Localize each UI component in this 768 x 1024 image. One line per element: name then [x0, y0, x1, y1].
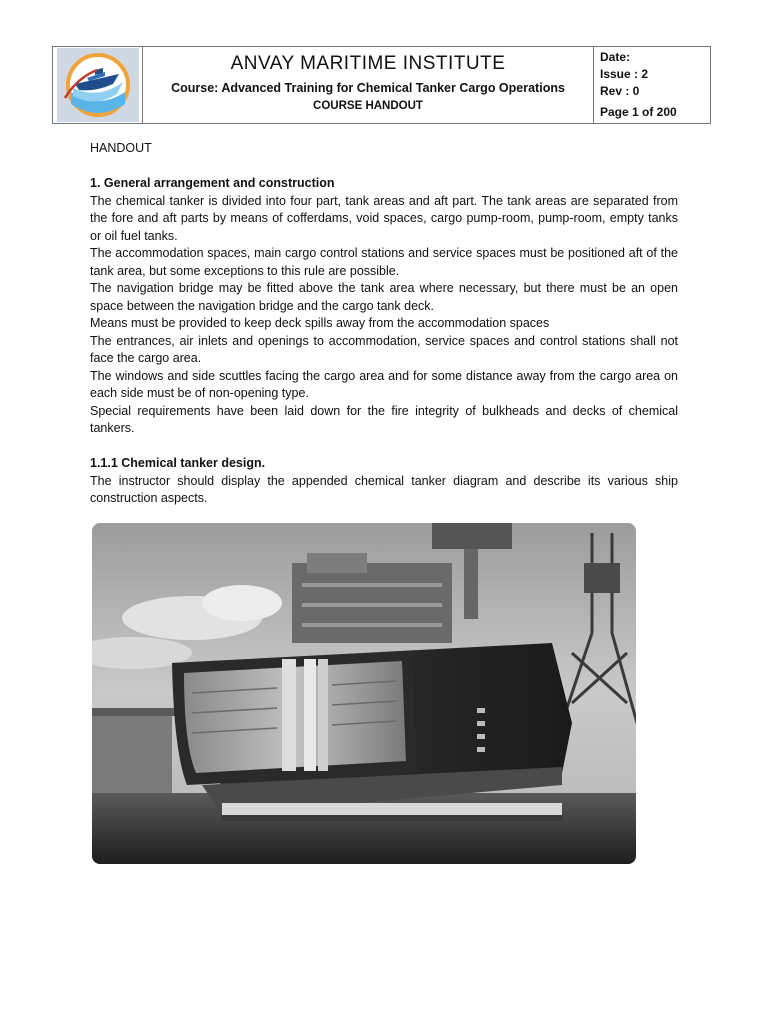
institute-name: ANVAY MARITIME INSTITUTE — [230, 53, 506, 74]
document-body — [90, 140, 678, 508]
paragraph: The entrances, air inlets and openings to accommodation, service spaces and control stations shall not face the cargo area. — [90, 333, 678, 365]
date-label: Date: — [600, 50, 631, 64]
paragraph: The chemical tanker is divided into four part, tank areas and aft part. The tank areas are separated from the fore and aft parts by means of cofferdams, void spaces, cargo pump-room, pump-room, empty tanks or oil fuel tanks. — [90, 193, 678, 243]
course-title: Course: Advanced Training for Chemical Tanker Cargo Operations — [171, 81, 565, 95]
ship-logo-icon — [57, 48, 139, 122]
paragraph: The accommodation spaces, main cargo control stations and service spaces must be positioned aft of the tank area, but some exceptions to this rule are possible. — [90, 246, 678, 278]
document-header — [52, 46, 711, 124]
intro-heading: HANDOUT — [90, 141, 152, 155]
paragraph: Means must be provided to keep deck spills away from the accommodation spaces — [90, 316, 550, 330]
paragraph: The navigation bridge may be fitted above the tank area where necessary, but there must be an open space between the navigation bridge and the cargo tank deck. — [90, 281, 678, 313]
rev-label: Rev : 0 — [600, 84, 640, 98]
issue-label: Issue : 2 — [600, 67, 649, 81]
paragraph: Special requirements have been laid down for the fire integrity of bulkheads and decks of chemical tankers. — [90, 403, 678, 435]
section-heading: 1. General arrangement and construction — [90, 176, 335, 190]
page-number: Page 1 of 200 — [600, 105, 677, 119]
tanker-hull-section-photo — [92, 523, 636, 864]
title-cell — [143, 47, 594, 123]
logo-cell — [53, 47, 143, 123]
meta-cell — [594, 47, 710, 123]
paragraph: The instructor should display the appended chemical tanker diagram and describe its various ship construction aspects. — [90, 473, 678, 505]
tanker-photo — [92, 523, 636, 864]
handout-label: COURSE HANDOUT — [313, 100, 423, 112]
paragraph: The windows and side scuttles facing the cargo area and for some distance away from the cargo area on each side must be of non-opening type. — [90, 368, 678, 400]
subsection-heading: 1.1.1 Chemical tanker design. — [90, 456, 266, 470]
